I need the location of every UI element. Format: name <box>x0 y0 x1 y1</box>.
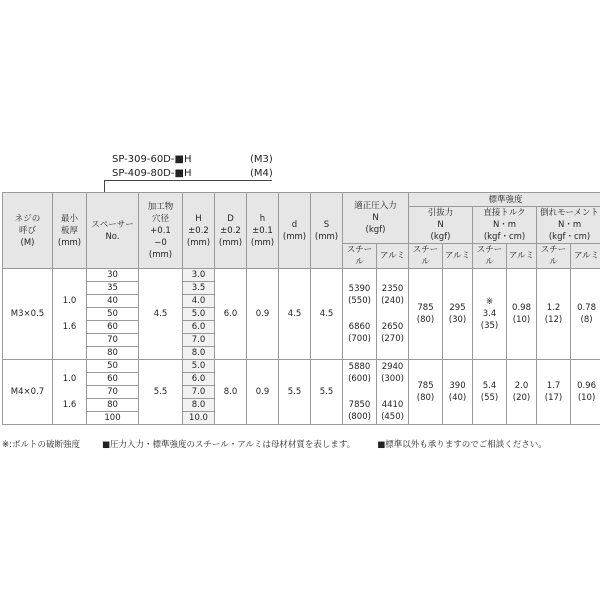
H-cell: 7.0 <box>183 386 215 399</box>
H-cell: 5.0 <box>183 308 215 321</box>
header-torque: 直接トルク N・m (kgf・cm) <box>473 207 537 244</box>
header-H: H ±0.2 (mm) <box>183 193 215 269</box>
header-standard-strength: 標準強度 <box>409 193 600 207</box>
header-steel: スチール <box>537 244 571 269</box>
hole-cell: 5.5 <box>139 360 183 425</box>
model-list <box>112 153 273 181</box>
model-size: (M3) <box>250 154 273 165</box>
spacer-cell: 80 <box>87 347 139 360</box>
torque-alumi-cell: 0.98 (10) <box>507 269 537 360</box>
header-spacer: スペーサー No. <box>87 193 139 269</box>
torque-alumi-cell: 2.0 (20) <box>507 360 537 425</box>
model-code: SP-409-80D-■H <box>112 168 192 179</box>
d-cell: 5.5 <box>279 360 311 425</box>
header-D: D ±0.2 (mm) <box>215 193 247 269</box>
spacer-cell: 30 <box>87 269 139 282</box>
spacer-cell: 35 <box>87 282 139 295</box>
header-min-thickness: 最小 板厚 (mm) <box>53 193 87 269</box>
spec-table <box>2 192 600 425</box>
header-S: S (mm) <box>311 193 343 269</box>
header-steel: スチール <box>473 244 507 269</box>
header-alumi: アルミ <box>571 244 600 269</box>
H-cell: 10.0 <box>183 412 215 425</box>
press-steel-cell: 5390 (550) 6860 (700) <box>343 269 377 360</box>
S-cell: 4.5 <box>311 269 343 360</box>
D-cell: 6.0 <box>215 269 247 360</box>
header-steel: スチール <box>409 244 443 269</box>
header-moment: 倒れモーメント N・m (kgf・cm) <box>537 207 600 244</box>
torque-steel-cell: 5.4 (55) <box>473 360 507 425</box>
H-cell: 5.0 <box>183 360 215 373</box>
hole-cell: 4.5 <box>139 269 183 360</box>
header-hole: 加工物 穴径 +0.1 −0 (mm) <box>139 193 183 269</box>
H-cell: 7.0 <box>183 334 215 347</box>
spacer-cell: 70 <box>87 386 139 399</box>
tensile-steel-cell: 785 (80) <box>409 269 443 360</box>
tensile-alumi-cell: 390 (40) <box>443 360 473 425</box>
footnotes <box>2 438 598 450</box>
moment-steel-cell: 1.7 (17) <box>537 360 571 425</box>
model-leader-line <box>104 180 105 192</box>
header-thread: ネジの 呼び (M) <box>3 193 53 269</box>
breaking-strength-mark: ※ <box>485 297 494 307</box>
spacer-cell: 50 <box>87 308 139 321</box>
footnote: ■圧力入力・標準強度のスチール・アルミは母材材質を表します。 <box>102 440 356 450</box>
table-row <box>3 269 600 282</box>
H-cell: 4.0 <box>183 295 215 308</box>
header-alumi: アルミ <box>507 244 537 269</box>
h-cell: 0.9 <box>247 360 279 425</box>
press-steel-cell: 5880 (600) 7850 (800) <box>343 360 377 425</box>
header-h: h ±0.1 (mm) <box>247 193 279 269</box>
moment-alumi-cell: 0.78 (8) <box>571 269 600 360</box>
thickness-cell: 1.0 1.6 <box>53 269 87 360</box>
model-row <box>112 153 273 167</box>
spacer-cell: 70 <box>87 334 139 347</box>
torque-steel-cell: ※ 3.4 (35) <box>473 269 507 360</box>
H-cell: 6.0 <box>183 321 215 334</box>
footnote: ■標準以外も承りますのでご相談ください。 <box>377 440 547 450</box>
header-alumi: アルミ <box>443 244 473 269</box>
thread-cell: M4×0.7 <box>3 360 53 425</box>
spacer-cell: 100 <box>87 412 139 425</box>
H-cell: 3.0 <box>183 269 215 282</box>
press-alumi-cell: 2350 (240) 2650 (270) <box>377 269 409 360</box>
spacer-cell: 80 <box>87 399 139 412</box>
S-cell: 5.5 <box>311 360 343 425</box>
spacer-cell: 40 <box>87 295 139 308</box>
moment-alumi-cell: 0.96 (10) <box>571 360 600 425</box>
H-cell: 8.0 <box>183 399 215 412</box>
thread-cell: M3×0.5 <box>3 269 53 360</box>
spacer-cell: 60 <box>87 321 139 334</box>
spacer-cell: 60 <box>87 373 139 386</box>
model-leader-line <box>104 180 272 181</box>
tensile-steel-cell: 785 (80) <box>409 360 443 425</box>
header-press: 適正圧入力 N (kgf) <box>343 193 409 244</box>
thickness-cell: 1.0 1.6 <box>53 360 87 425</box>
table-row <box>3 360 600 373</box>
H-cell: 3.5 <box>183 282 215 295</box>
model-size: (M4) <box>250 168 273 179</box>
D-cell: 8.0 <box>215 360 247 425</box>
h-cell: 0.9 <box>247 269 279 360</box>
model-row <box>112 167 273 181</box>
footnote: ※:ボルトの破断強度 <box>2 440 80 450</box>
header-steel: スチール <box>343 244 377 269</box>
H-cell: 6.0 <box>183 373 215 386</box>
moment-steel-cell: 1.2 (12) <box>537 269 571 360</box>
H-cell: 8.0 <box>183 347 215 360</box>
d-cell: 4.5 <box>279 269 311 360</box>
spacer-cell: 50 <box>87 360 139 373</box>
press-alumi-cell: 2940 (300) 4410 (450) <box>377 360 409 425</box>
header-tensile: 引抜力 N (kgf) <box>409 207 473 244</box>
header-alumi: アルミ <box>377 244 409 269</box>
model-code: SP-309-60D-■H <box>112 154 192 165</box>
tensile-alumi-cell: 295 (30) <box>443 269 473 360</box>
header-d: d (mm) <box>279 193 311 269</box>
